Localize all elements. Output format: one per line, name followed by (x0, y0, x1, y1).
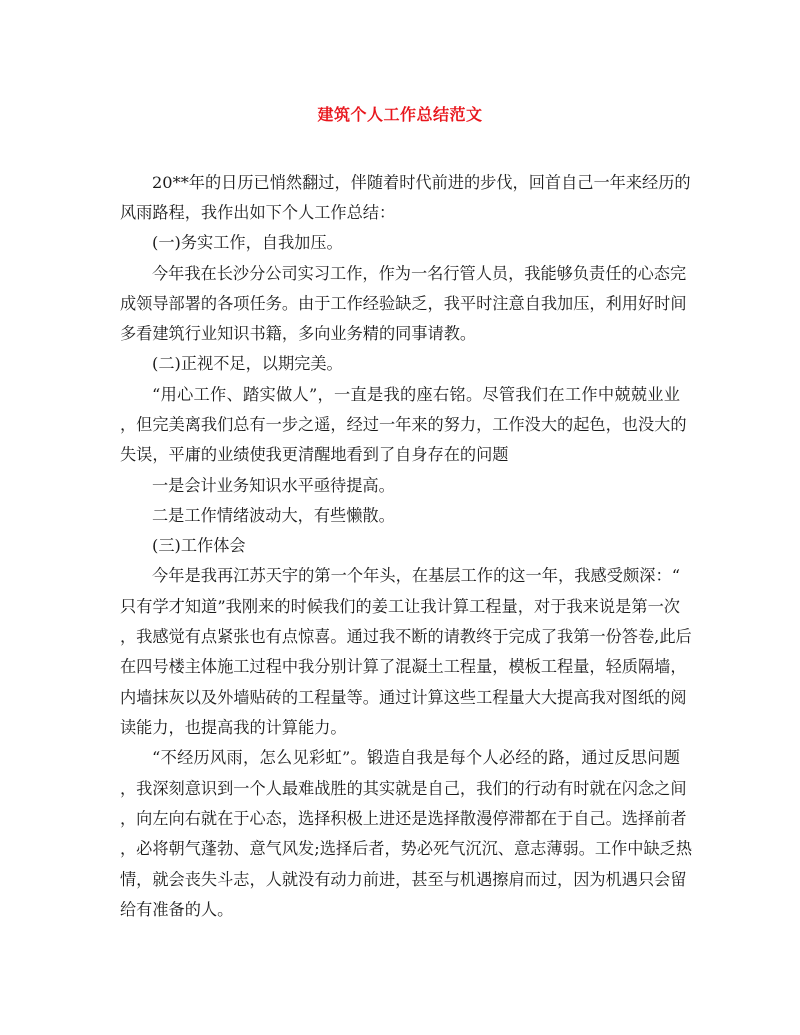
section-heading: (一)务实工作，自我加压。 (152, 233, 343, 252)
paragraph-line: 20**年的日历已悄然翻过，伴随着时代前进的步伐，回首自己一年来经历的 (152, 173, 691, 192)
paragraph-line: 风雨路程，我作出如下个人工作总结： (120, 203, 396, 222)
section-heading: (三)工作体会 (152, 536, 246, 555)
section-heading: (二)正视不足，以期完美。 (152, 354, 343, 373)
paragraph-line: 只有学才知道”我刚来的时候我们的姜工让我计算工程量，对于我来说是第一次 (120, 597, 680, 616)
paragraph-line: “不经历风雨，怎么见彩虹”。锻造自我是每个人必经的路，通过反思问题 (152, 748, 680, 767)
paragraph-line: ，必将朝气蓬勃、意气风发;选择后者，势必死气沉沉、意志薄弱。工作中缺乏热 (120, 839, 693, 858)
paragraph-line: 今年是我再江苏天宇的第一个年头，在基层工作的这一年，我感受颇深：“ (152, 566, 680, 585)
paragraph-line: 多看建筑行业知识书籍，多向业务精的同事请教。 (120, 324, 477, 343)
paragraph-line: 情，就会丧失斗志，人就没有动力前进，甚至与机遇擦肩而过，因为机遇只会留 (120, 870, 687, 889)
paragraph-line: “用心工作、踏实做人”，一直是我的座右铭。尽管我们在工作中兢兢业业 (152, 385, 680, 404)
paragraph-line: 失误，平庸的业绩使我更清醒地看到了自身存在的问题 (120, 445, 509, 464)
paragraph-line: 今年我在长沙分公司实习工作，作为一名行管人员，我能够负责任的心态完 (152, 264, 687, 283)
paragraph-line: 在四号楼主体施工过程中我分别计算了混凝土工程量，模板工程量，轻质隔墙， (120, 657, 687, 676)
paragraph-line: 内墙抹灰以及外墙贴砖的工程量等。通过计算这些工程量大大提高我对图纸的阅 (120, 688, 687, 707)
paragraph-line: ，向左向右就在于心态，选择积极上进还是选择散漫停滞都在于自己。选择前者 (120, 809, 687, 828)
paragraph-line: ，我深刻意识到一个人最难战胜的其实就是自己，我们的行动有时就在闪念之间 (120, 779, 687, 798)
paragraph-line: 读能力，也提高我的计算能力。 (120, 718, 347, 737)
paragraph-line: 成领导部署的各项任务。由于工作经验缺乏，我平时注意自我加压，利用好时间 (120, 294, 687, 313)
paragraph-line: 二是工作情绪波动大，有些懒散。 (152, 506, 395, 525)
paragraph-line: ，但完美离我们总有一步之遥，经过一年来的努力，工作没大的起色，也没大的 (120, 415, 687, 434)
paragraph-line: 一是会计业务知识水平亟待提高。 (152, 476, 395, 495)
paragraph-line: ，我感觉有点紧张也有点惊喜。通过我不断的请教终于完成了我第一份答卷,此后 (120, 627, 692, 646)
document-title: 建筑个人工作总结范文 (317, 105, 483, 124)
paragraph-line: 给有准备的人。 (120, 900, 234, 919)
